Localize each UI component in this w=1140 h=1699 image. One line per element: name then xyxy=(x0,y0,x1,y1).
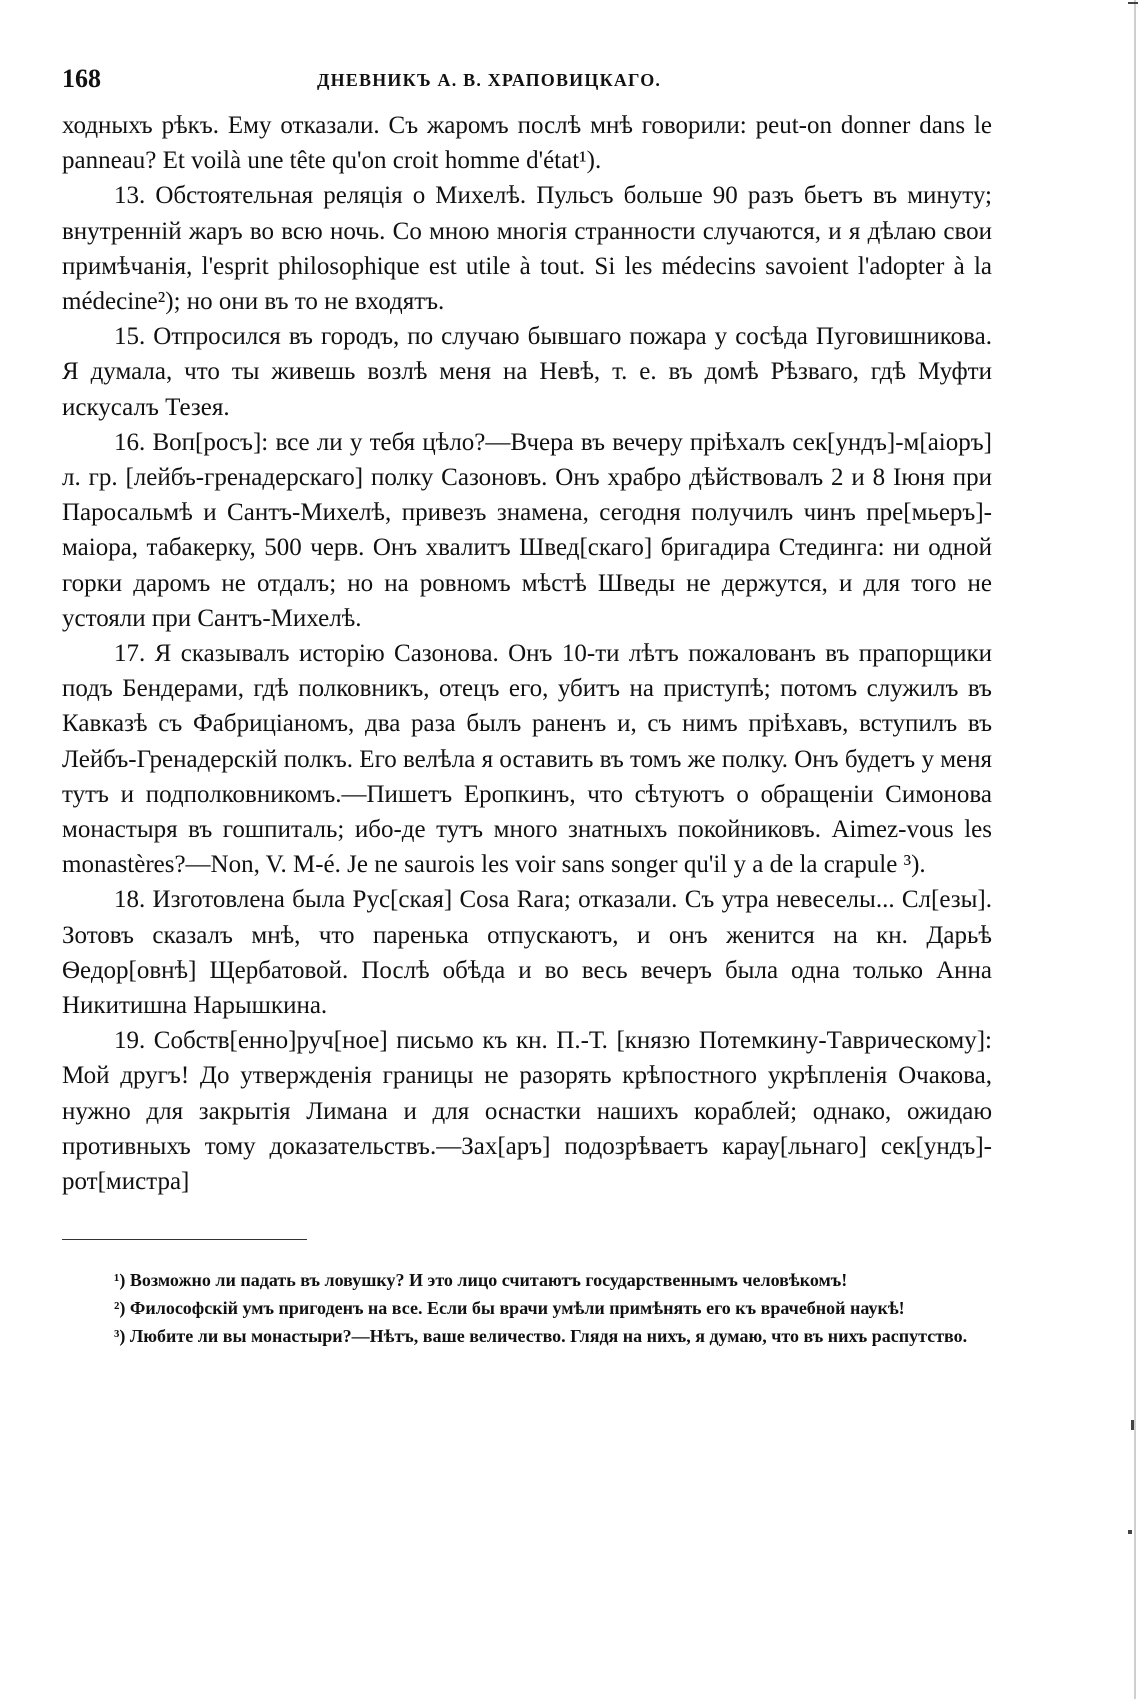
footnote-rule xyxy=(62,1239,307,1240)
paragraph: 17. Я сказывалъ исторію Сазонова. Онъ 10-ти лѣтъ пожалованъ въ прапорщики подъ Бендерами, гдѣ полковникъ, отецъ его, убитъ на приступѣ; потомъ служилъ въ Кавказѣ съ Фабриціаномъ, два раза былъ раненъ и, съ нимъ пріѣхавъ, вступилъ въ Лейбъ-Гренадерскій полкъ. Его велѣла я оставить въ томъ же полку. Онъ будетъ у меня тутъ и подполковникомъ.—Пишетъ Еропкинъ, что сѣтуютъ о обращеніи Симонова монастыря въ гошпиталь; ибо-де тутъ много знатныхъ покойниковъ. Aimez-vous les monastères?—Non, V. M-é. Je ne saurois les voir sans songer qu'il y a de la crapule ³). xyxy=(62,640,992,879)
footnote: ²) Философскій умъ пригоденъ на все. Если бы врачи умѣли примѣнять его къ врачебной наукѣ! xyxy=(114,1298,905,1319)
paragraph: 13. Обстоятельная реляція о Михелѣ. Пульсъ больше 90 разъ бьетъ въ минуту; внутренній жаръ во всю ночь. Со мною многія странности случаются, и я дѣлаю свои примѣчанія, l'esprit philosophique est utile à tout. Si les médecins savoient l'adopter à la médecine²); но они въ то не входятъ. xyxy=(62,182,992,316)
main-text xyxy=(62,108,992,1199)
footnotes xyxy=(62,1266,992,1350)
scan-edge-mark xyxy=(1131,1420,1134,1430)
paragraph: ходныхъ рѣкъ. Ему отказали. Съ жаромъ послѣ мнѣ говорили: peut-on donner dans le panneau? Et voilà une tête qu'on croit homme d'état¹). xyxy=(62,112,992,175)
scan-edge-mark xyxy=(1128,2,1138,4)
paragraph: 19. Собств[енно]руч[ное] письмо къ кн. П.-Т. [князю Потемкину-Таврическому]: Мой другъ! До утвержденія границы не разорять крѣпостного укрѣпленія Очакова, нужно для закрытія Лимана и для оснастки нашихъ кораблей; однако, ожидаю противныхъ тому доказательствъ.—Зах[аръ] подозрѣваетъ карау[льнаго] сек[ундъ]-рот[мистра] xyxy=(62,1027,992,1196)
book-page xyxy=(62,56,992,1350)
page-header xyxy=(62,56,992,96)
scan-edge-mark xyxy=(1128,1530,1132,1534)
running-head: ДНЕВНИКЪ А. В. ХРАПОВИЦКАГО. xyxy=(317,70,662,90)
paragraph: 18. Изготовлена была Рус[ская] Cosa Rara; отказали. Съ утра невеселы... Сл[езы]. Зотовъ сказалъ мнѣ, что паренька отпускаютъ, и онъ женится на кн. Дарьѣ Ѳедор[овнѣ] Щербатовой. Послѣ обѣда и во весь вечеръ была одна только Анна Никитишна Нарышкина. xyxy=(62,886,992,1020)
scan-edge-line xyxy=(1134,0,1136,1699)
footnote: ³) Любите ли вы монастыри?—Нѣтъ, ваше величество. Глядя на нихъ, я думаю, что въ нихъ распутство. xyxy=(114,1326,968,1347)
paragraph: 16. Воп[росъ]: все ли у тебя цѣло?—Вчера въ вечеру пріѣхалъ сек[ундъ]-м[аіоръ] л. гр. [лейбъ-гренадерскаго] полку Сазоновъ. Онъ храбро дѣйствовалъ 2 и 8 Іюня при Паросальмѣ и Сантъ-Михелѣ, привезъ знамена, сегодня получилъ чинъ пре[мьеръ]-маіора, табакерку, 500 черв. Онъ хвалитъ Швед[скаго] бригадира Стединга: ни одной горки даромъ не отдалъ; но на ровномъ мѣстѣ Шведы не держутся, и для того не устояли при Сантъ-Михелѣ. xyxy=(62,428,992,632)
page-number: 168 xyxy=(62,64,101,93)
paragraph: 15. Отпросился въ городъ, по случаю бывшаго пожара у сосѣда Пуговишникова. Я думала, что ты живешь возлѣ меня на Невѣ, т. е. въ домѣ Рѣзваго, гдѣ Муфти искусалъ Тезея. xyxy=(62,323,992,421)
footnote: ¹) Возможно ли падать въ ловушку? И это лицо считаютъ государственнымъ человѣкомъ! xyxy=(114,1270,848,1291)
